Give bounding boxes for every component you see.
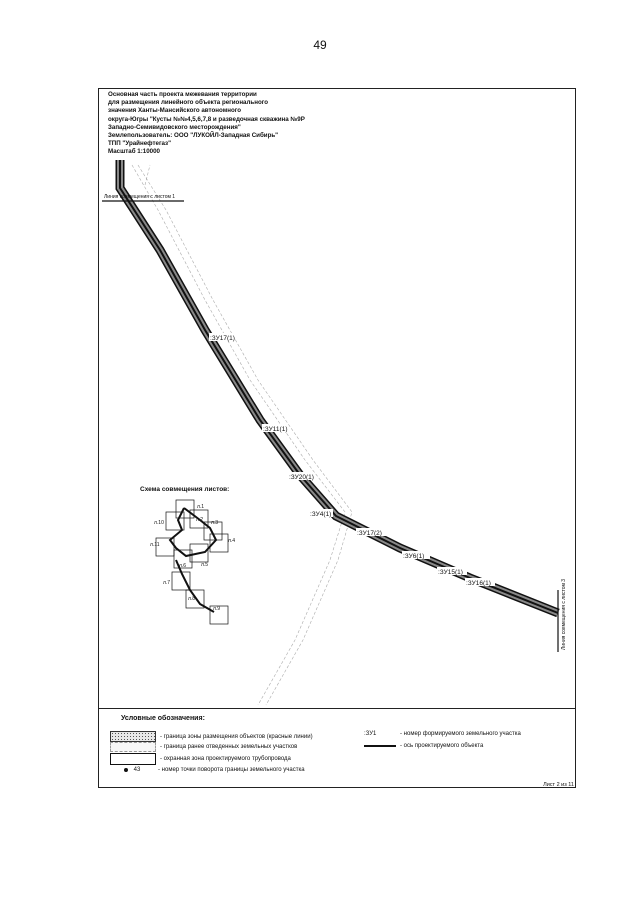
red-line-zone-swatch — [110, 731, 156, 742]
title-line: значения Ханты-Мансийского автономного — [108, 107, 242, 115]
match-line-top-label: Линия совмещения с листом 1 — [104, 194, 176, 200]
security-zone-swatch — [110, 753, 156, 765]
title-line: ТПП "Урайнефтегаз" — [108, 140, 172, 148]
axis-line-swatch — [364, 745, 396, 747]
sheet-scheme — [140, 486, 235, 624]
plot-label: :ЗУ16(1) — [466, 580, 491, 587]
legend — [98, 708, 576, 788]
allotted-plot-boundary — [132, 165, 352, 705]
plot-number-symbol: :ЗУ1 — [364, 731, 377, 737]
plot-label: :ЗУ11(1) — [263, 426, 288, 433]
svg-text:л.5: л.5 — [201, 562, 209, 568]
title-line: округа-Югры "Кусты №№4,5,6,7,8 и разведочная скважина №9Р — [108, 115, 305, 123]
scheme-title: Схема совмещения листов: — [140, 486, 230, 493]
title-line: Масштаб 1:10000 — [108, 148, 160, 156]
svg-text:л.1: л.1 — [197, 504, 205, 510]
svg-text:л.3: л.3 — [211, 520, 219, 526]
plot-label: :ЗУ4(1) — [310, 511, 332, 518]
svg-text:л.4: л.4 — [228, 538, 236, 544]
svg-text:л.11: л.11 — [150, 542, 160, 548]
plot-label: :ЗУ6(1) — [403, 553, 425, 560]
allotted-plot-swatch — [110, 742, 156, 752]
legend-item: - охранная зона проектируемого трубопровода — [110, 753, 291, 765]
svg-text:л.7: л.7 — [163, 580, 171, 586]
legend-item: 43 - номер точки поворота границы земельного участка — [110, 767, 305, 773]
title-line: Основная часть проекта межевания территории — [108, 91, 257, 98]
page-number: 49 — [313, 38, 327, 52]
plot-label: :ЗУ15(1) — [438, 569, 463, 576]
match-line-right-label: Линия совмещения с листом 3 — [561, 578, 567, 650]
turning-point-swatch: 43 — [110, 767, 154, 773]
plot-label: :ЗУ17(2) — [357, 530, 382, 537]
pipeline-security-zone — [120, 160, 558, 613]
svg-text:л.8: л.8 — [188, 596, 196, 602]
svg-text:л.10: л.10 — [154, 520, 164, 526]
sheet-label: Лист 2 из 11 — [543, 782, 574, 788]
svg-text:л.6: л.6 — [179, 563, 187, 569]
legend-item: - ось проектируемого объекта — [364, 743, 483, 749]
plot-label: :ЗУ17(1) — [210, 335, 235, 342]
legend-item: :ЗУ1 - номер формируемого земельного участка — [364, 731, 521, 737]
legend-item: - граница ранее отведенных земельных участков — [110, 742, 297, 752]
plot-label: :ЗУ20(1) — [289, 474, 314, 481]
legend-title: Условные обозначения: — [121, 715, 205, 722]
legend-item: - граница зоны размещения объектов (красные линии) — [110, 731, 313, 742]
point-dot-icon — [124, 768, 128, 772]
svg-text:л.9: л.9 — [213, 606, 221, 612]
title-line: Западно-Семивидовского месторождения" — [108, 123, 241, 131]
title-line: для размещения линейного объекта регионального — [108, 99, 269, 107]
title-block — [108, 91, 305, 157]
title-line: Землепользователь: ООО "ЛУКОЙЛ-Западная Сибирь" — [108, 132, 279, 140]
pipeline-axis — [120, 160, 558, 613]
svg-text:л.2: л.2 — [196, 517, 204, 523]
